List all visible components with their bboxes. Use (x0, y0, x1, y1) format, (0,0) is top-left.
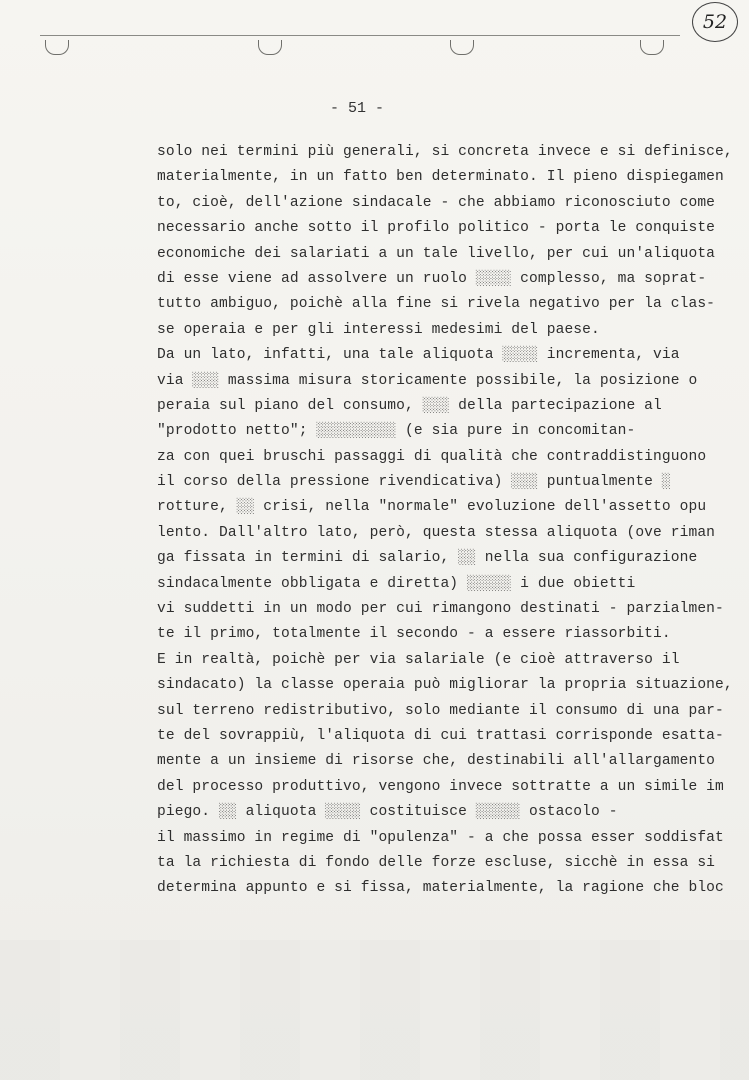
typed-page-number: - 51 - (330, 100, 385, 117)
text-line: rotture, ░░ crisi, nella "normale" evoluzione dell'assetto opu (157, 499, 707, 516)
text-line: ga fissata in termini di salario, ░░ nella sua configurazione (157, 550, 698, 567)
text-line: lento. Dall'altro lato, però, questa stessa aliquota (ove riman (157, 524, 716, 541)
scan-bottom-band (0, 940, 749, 1080)
text-line: "prodotto netto"; ░░░░░░░░░ (e sia pure in concomitan- (157, 423, 636, 440)
text-line: necessario anche sotto il profilo politico - porta le conquiste (157, 220, 716, 237)
text-line: sindacalmente obbligata e diretta) ░░░░░ i due obietti (157, 575, 636, 592)
binder-clip-mark (640, 40, 664, 55)
text-line: determina appunto e si fissa, materialmente, la ragione che bloc (157, 880, 724, 897)
text-line: di esse viene ad assolvere un ruolo ░░░░ complesso, ma soprat- (157, 270, 707, 287)
text-line: solo nei termini più generali, si concreta invece e si definisce, (157, 144, 733, 160)
text-line: Da un lato, infatti, una tale aliquota ░░░░ incrementa, via (157, 347, 680, 364)
text-line: E in realtà, poichè per via salariale (e cioè attraverso il (157, 651, 680, 668)
text-line: piego. ░░ aliquota ░░░░ costituisce ░░░░░ ostacolo - (157, 804, 618, 821)
text-line: to, cioè, dell'azione sindacale - che abbiamo riconosciuto come (157, 194, 716, 211)
binder-clip-mark (258, 40, 282, 55)
text-line: sul terreno redistributivo, solo mediante il consumo di una par- (157, 702, 724, 719)
stamped-page-number: 52 (692, 2, 738, 42)
text-line: te del sovrappiù, l'aliquota di cui trattasi corrisponde esatta- (157, 727, 724, 744)
text-line: economiche dei salariati a un tale livello, per cui un'aliquota (157, 245, 716, 262)
text-line: materialmente, in un fatto ben determinato. Il pieno dispiegamen (157, 169, 724, 186)
text-line: ta la richiesta di fondo delle forze escluse, sicchè in essa si (157, 854, 716, 871)
binder-clip-mark (450, 40, 474, 55)
text-line: peraia sul piano del consumo, ░░░ della partecipazione al (157, 397, 662, 414)
text-line: del processo produttivo, vengono invece sottratte a un simile im (157, 778, 724, 795)
binder-clip-mark (45, 40, 69, 55)
text-line: il corso della pressione rivendicativa) ░░░ puntualmente ░ (157, 474, 671, 491)
text-line: te il primo, totalmente il secondo - a essere riassorbiti. (157, 626, 671, 643)
top-rule (40, 35, 680, 36)
text-line: il massimo in regime di "opulenza" - a che possa esser soddisfat (157, 829, 724, 846)
text-line: sindacato) la classe operaia può migliorar la propria situazione, (157, 677, 733, 694)
text-line: se operaia e per gli interessi medesimi del paese. (157, 321, 600, 338)
text-line: via ░░░ massima misura storicamente possibile, la posizione o (157, 372, 698, 389)
text-line: mente a un insieme di risorse che, destinabili all'allargamento (157, 753, 716, 770)
typed-text-body (157, 140, 733, 902)
text-line: vi suddetti in un modo per cui rimangono destinati - parzialmen- (157, 601, 724, 618)
text-line: za con quei bruschi passaggi di qualità che contraddistinguono (157, 448, 707, 465)
text-line: tutto ambiguo, poichè alla fine si rivela negativo per la clas- (157, 296, 716, 313)
